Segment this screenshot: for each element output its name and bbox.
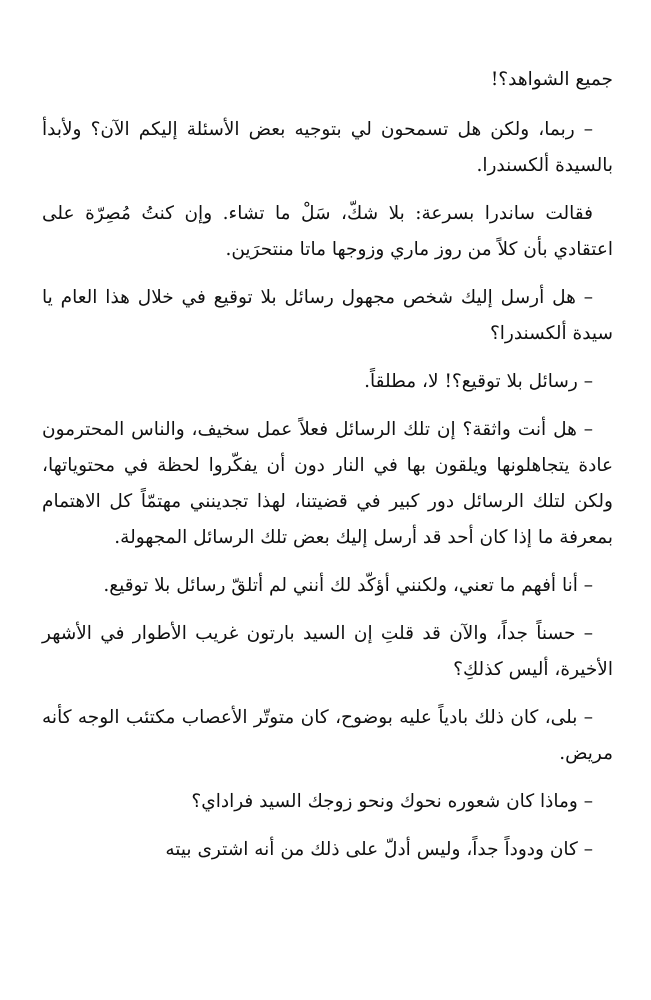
paragraph-3: فقالت ساندرا بسرعة: بلا شكّ، سَلْ ما تشاء. وإن كنتُ مُصِرّة على اعتقادي بأن كلاً من روز ماري وزوجها ماتا منتحرَين. xyxy=(42,203,613,260)
paragraph-4: – هل أرسل إليك شخص مجهول رسائل بلا توقيع في خلال هذا العام يا سيدة ألكسندرا؟ xyxy=(42,287,613,344)
paragraph-5: – رسائل بلا توقيع؟! لا، مطلقاً. xyxy=(364,371,593,392)
paragraph-1: جميع الشواهد؟! xyxy=(490,69,613,90)
paragraph-7: – أنا أفهم ما تعني، ولكنني أؤكّد لك أنني لم أتلقّ رسائل بلا توقيع. xyxy=(103,575,593,596)
paragraph-11: – كان ودوداً جداً، وليس أدلّ على ذلك من أنه اشترى بيته xyxy=(165,839,593,860)
paragraph-2: – ربما، ولكن هل تسمحون لي بتوجيه بعض الأسئلة إليكم الآن؟ ولأبدأ بالسيدة ألكسندرا. xyxy=(42,119,613,176)
paragraph-6: – هل أنت واثقة؟ إن تلك الرسائل فعلاً عمل سخيف، والناس المحترمون عادة يتجاهلونها ويلقون بها في النار دون أن يفكّروا لحظة في محتوياتها، ولكن لتلك الرسائل دور كبير في قضيتنا، لهذا تجدينني مهتمّاً كل الاهتمام بمعرفة ما إذا كان أحد قد أرسل إليك بعض تلك الرسائل المجهولة. xyxy=(42,419,613,548)
paragraph-10: – وماذا كان شعوره نحوك ونحو زوجك السيد فراداي؟ xyxy=(191,791,593,812)
paragraph-8: – حسناً جداً، والآن قد قلتِ إن السيد بارتون غريب الأطوار في الأشهر الأخيرة، أليس كذلكِ؟ xyxy=(42,623,613,680)
paragraph-9: – بلى، كان ذلك بادياً عليه بوضوح، كان متوتّر الأعصاب مكتئب الوجه كأنه مريض. xyxy=(42,707,613,764)
